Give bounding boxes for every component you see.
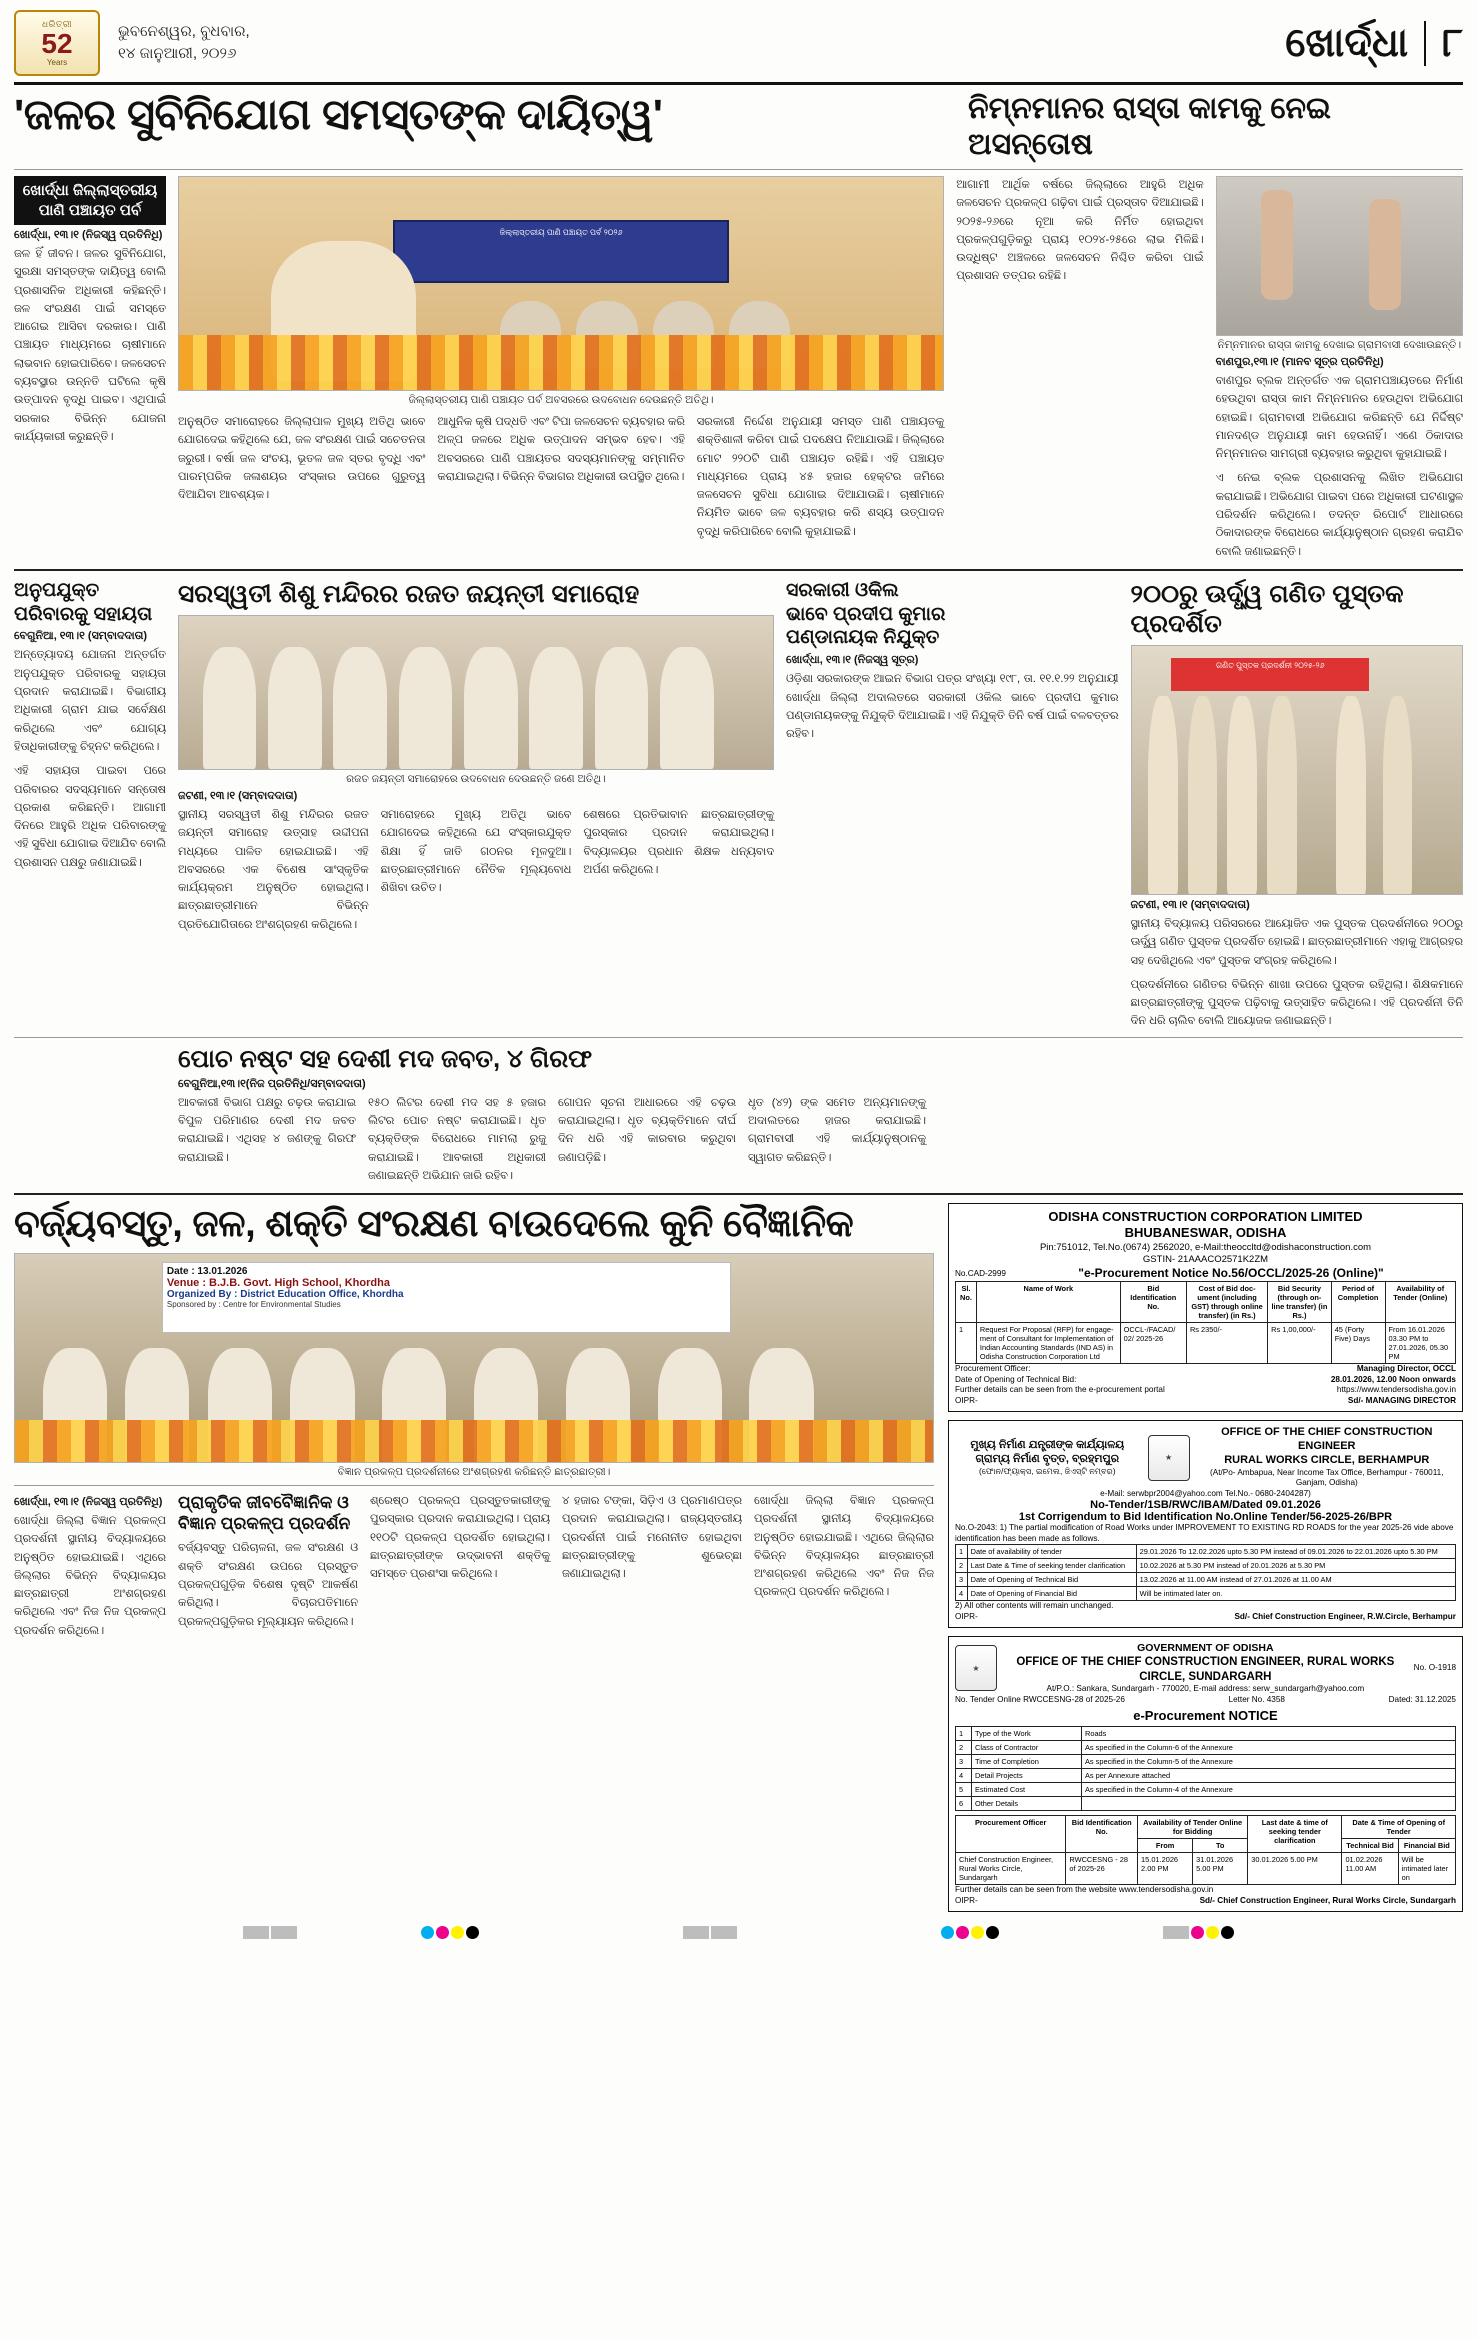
rural-r3-c1: Date of Opening of Financial Bid (967, 1587, 1136, 1601)
sund-l2-c1: Time of Completion (972, 1755, 1082, 1769)
registration-dot-cyan (421, 1926, 434, 1939)
table-row (956, 1741, 1456, 1755)
saraswati-headline: ସରସ୍ୱତୀ ଶିଶୁ ମନ୍ଦିରର ରଜତ ଜୟନ୍ତୀ ସମାରୋହ (178, 579, 640, 608)
lawyer-headline-2: ଭାବେ ପ୍ରଦୀପ କୁମାର (786, 603, 946, 625)
seminar-col-1 (14, 1492, 166, 1640)
gray-bar (1163, 1926, 1189, 1939)
sund-l1-c0: 2 (956, 1741, 972, 1755)
rural-r1-c1: Last Date & Time of seeking tender clarification (967, 1559, 1136, 1573)
gray-bar (271, 1926, 297, 1939)
bottom-section (14, 1203, 1463, 1920)
sund-schedule-table (955, 1815, 1456, 1885)
books-photo (1131, 645, 1464, 895)
rural-r1-c0: 2 (956, 1559, 968, 1573)
family-aid-body-2: ଏହି ସହାୟତା ପାଇବା ପରେ ପରିବାରର ସଦସ୍ୟମାନେ ସନ୍ତୋଷ ପ୍ରକାଶ କରିଛନ୍ତି। ଆଗାମୀ ଦିନରେ ଆହୁରି ଅଧିକ ପରିବାରଙ୍କୁ ଏହି ସୁବିଧା ଯୋଗାଇ ଦିଆଯିବ ବୋଲି ପ୍ରଶାସନ ପକ୍ଷରୁ ଜଣାଯାଇଛି। (14, 765, 166, 869)
edition-name: ଖୋର୍ଦ୍ଧା (1285, 20, 1409, 65)
lawyer-appointment-article (786, 579, 1119, 1031)
sund-l0-c1: Type of the Work (972, 1727, 1082, 1741)
registration-dot-cyan (941, 1926, 954, 1939)
occ-td-5: 45 (Forty Five) Days (1331, 1323, 1385, 1364)
liquor-body-4: ଧୃତ (୪୨) ଙ୍କ ସମେତ ଅନ୍ୟମାନଙ୍କୁ ଅଦାଲତରେ ହାଜର କରାଯାଇଛି। ଗ୍ରାମବାସୀ ଏହି କାର୍ଯ୍ୟାନୁଷ୍ଠାନକୁ ସ୍ୱାଗତ କରିଛନ୍ତି। (748, 1096, 926, 1164)
table-row (956, 1783, 1456, 1797)
sund-govt: GOVERNMENT OF ODISHA (1137, 1642, 1274, 1655)
occ-th-4: Bid Security (through on-line transfer) (in Rs.) (1268, 1282, 1332, 1323)
page-number: ୮ (1424, 21, 1463, 66)
ad-rural-works-berhampur (948, 1420, 1463, 1628)
rural-r1-c2: 10.02.2026 at 5.30 PM instead of 20.01.2026 at 5.30 PM (1136, 1559, 1455, 1573)
sund-row-1: RWCCESNG - 28 of 2025-26 (1066, 1853, 1138, 1885)
masthead-date-line: ୧୪ ଜାନୁଆରୀ, ୨୦୨୬ (118, 45, 237, 62)
family-aid-dateline: ବେଗୁନିଆ, ୧୩।୧ (ସମ୍ବାଦଦାତା) (14, 630, 148, 643)
sund-l0-c2: Roads (1082, 1727, 1456, 1741)
advertisement-column (948, 1203, 1463, 1920)
family-aid-body-1: ଅନ୍ତ୍ୟୋଦୟ ଯୋଜନା ଅନ୍ତର୍ଗତ ଅନୁପଯୁକ୍ତ ପରିବାରକୁ ସହାୟତା ପ୍ରଦାନ କରାଯାଇଛି। ବିଭାଗୀୟ ଅଧିକାରୀ ଗ୍ରାମ ଯାଇ ସର୍ବେକ୍ଷଣ କରିଥିଲେ ଏବଂ ଯୋଗ୍ୟ ହିତାଧିକାରୀଙ୍କୁ ଚିହ୍ନଟ କରିଥିଲେ। (14, 649, 166, 753)
seminar-body-5: ଖୋର୍ଦ୍ଧା ଜିଲ୍ଲା ବିଜ୍ଞାନ ପ୍ରକଳ୍ପ ପ୍ରଦର୍ଶନୀ ସ୍ଥାନୀୟ ବିଦ୍ୟାଳୟରେ ଅନୁଷ୍ଠିତ ହୋଇଯାଇଛି। ଏଥିରେ ଜିଲ୍ଲାର ବିଭିନ୍ନ ବିଦ୍ୟାଳୟର ଛାତ୍ରଛାତ୍ରୀ ଅଂଶଗ୍ରହଣ କରିଥିଲେ ଏବଂ ନିଜ ନିଜ ପ୍ରକଳ୍ପ ପ୍ରଦର୍ଶନ କରିଥିଲେ। (754, 1494, 934, 1599)
books-exhibition-article (1131, 579, 1464, 1031)
ad-odisha-construction (948, 1203, 1463, 1412)
liquor-dateline: ବେଗୁନିଆ,୧୩।୧(ନିଜ ପ୍ରତିନିଧି/ସମ୍ବାଦଦାତା) (178, 1077, 366, 1090)
table-row (956, 1769, 1456, 1783)
road-body-col2: ଏ ନେଇ ବ୍ଲକ ପ୍ରଶାସନକୁ ଲିଖିତ ଅଭିଯୋଗ କରାଯାଇଛି। ଅଭିଯୋଗ ପାଇବା ପରେ ଅଧିକାରୀ ଘଟଣାସ୍ଥଳ ପରିଦର୍ଶନ କରିଥିଲେ। ତଦନ୍ତ ରିପୋର୍ଟ ଆଧାରରେ ଠିକାଦାରଙ୍କ ବିରୋଧରେ କାର୍ଯ୍ୟାନୁଷ୍ଠାନ ଗ୍ରହଣ କରାଯିବ ବୋଲି ଜଣାଇଛନ୍ତି। (1215, 472, 1463, 558)
sund-tender-line: No. Tender Online RWCCESNG-28 of 2025-26 (955, 1694, 1125, 1704)
liquor-body-3: ଗୋପନ ସୂଚନା ଆଧାରରେ ଏହି ଚଢ଼ଉ କରାଯାଇଥିଲା। ଧୃତ ବ୍ୟକ୍ତିମାନେ ଦୀର୍ଘ ଦିନ ଧରି ଏହି କାରବାର କରୁଥିବା ଜଣାପଡ଼ିଛି। (558, 1096, 736, 1164)
masthead-place (118, 21, 250, 66)
sund-sub-1: To (1193, 1839, 1248, 1853)
lead-photo (178, 176, 944, 391)
lead-box-head (14, 176, 166, 225)
registration-dot-yellow (971, 1926, 984, 1939)
print-registration-marks (14, 1920, 1463, 1949)
table-row (956, 1797, 1456, 1811)
saraswati-dateline: ଜଟଣୀ, ୧୩।୧ (ସମ୍ବାଦଦାତା) (178, 789, 298, 802)
sund-signature: Sd/- Chief Construction Engineer, Rural Works Circle, Sundargarh (1199, 1895, 1456, 1905)
rural-no-tender: No-Tender/1SB/RWC/IBAM/Dated 09.01.2026 (1090, 1499, 1321, 1512)
lead-photo-caption: ଜିଲ୍ଲାସ୍ତରୀୟ ପାଣି ପଞ୍ଚାୟତ ପର୍ବ ଅବସରରେ ଉଦବୋଧନ ଦେଉଛନ୍ତି ଅତିଥି। (408, 394, 714, 406)
occ-officer-label: Procurement Officer: (955, 1364, 1031, 1374)
sund-th-3: Last date & time of seeking tender clarification (1248, 1816, 1342, 1853)
sund-row-0: Chief Construction Engineer, Rural Works Circle, Sundargarh (956, 1853, 1066, 1885)
road-photo-caption: ନିମ୍ନମାନର ରାସ୍ତା କାମକୁ ଦେଖାଇ ଗ୍ରାମବାସୀ ଦେଖାଉଛନ୍ତି। (1217, 339, 1462, 351)
occ-td-1: Request For Proposal (RFP) for engage-ment of Consultant for Implementation of Indian Accounting Standards (IND AS) in Odisha Construction Corporation Ltd (976, 1323, 1120, 1364)
occ-th-3: Cost of Bid doc-ument (including GST) through online transfer) (in Rs.) (1186, 1282, 1267, 1323)
logo-anniversary-number: 52 (41, 28, 73, 59)
publication-logo (14, 10, 100, 76)
seminar-col-2 (178, 1492, 358, 1640)
rural-r2-c0: 3 (956, 1573, 968, 1587)
occ-cad-number: No.CAD-2999 (955, 1268, 1006, 1278)
sund-l2-c2: As specified in the Column-5 of the Annexure (1082, 1755, 1456, 1769)
rural-or-line2: ଗ୍ରାମ୍ୟ ନିର୍ମାଣ ବୃତ୍ତ, ବ୍ରହ୍ମପୁର (975, 1453, 1120, 1466)
occ-oipr: OIPR- (955, 1395, 978, 1405)
road-photo (1216, 176, 1463, 336)
sund-row-2: 15.01.2026 2.00 PM (1138, 1853, 1193, 1885)
liquor-body-1: ଆବକାରୀ ବିଭାଗ ପକ୍ଷରୁ ଚଢ଼ଉ କରାଯାଇ ବିପୁଳ ପରିମାଣର ଦେଶୀ ମଦ ଜବତ କରାଯାଇଛି। ଏଥିସହ ୪ ଜଣଙ୍କୁ ଗିରଫ କରାଯାଇଛି। (178, 1096, 356, 1164)
sund-sub-2: Technical Bid (1342, 1839, 1398, 1853)
occ-th-6: Availability of Tender (Online) (1385, 1282, 1455, 1323)
lead-photo-banner-text: ଜିଲ୍ଲାସ୍ତରୀୟ ପାଣି ପଞ୍ଚାୟତ ପର୍ବ ୨୦୨୬ (393, 220, 729, 284)
lead-dateline: ଖୋର୍ଦ୍ଧା, ୧୩।୧ (ନିଜସ୍ୱ ପ୍ରତିନିଧି) (14, 229, 163, 241)
table-row (956, 1573, 1456, 1587)
sund-l5-c2 (1082, 1797, 1456, 1811)
liquor-right-spacer (938, 1044, 1463, 1185)
table-row (956, 1853, 1456, 1885)
ad-rural-works-sundargarh (948, 1636, 1463, 1912)
lead-box-head-line2: ପାଣି ପଞ୍ଚାୟତ ପର୍ବ (38, 201, 142, 219)
sund-row-6: Will be intimated later on (1398, 1853, 1455, 1885)
rural-email: e-Mail: serwbpr2004@yahoo.com Tel.No.- 0680-2404287) (1100, 1488, 1311, 1498)
lead-sidebar-column (14, 176, 166, 561)
saraswati-body-3: ଶେଷରେ ପ୍ରତିଭାବାନ ଛାତ୍ରଛାତ୍ରୀଙ୍କୁ ପୁରସ୍କାର ପ୍ରଦାନ କରାଯାଇଥିଲା। ବିଦ୍ୟାଳୟର ପ୍ରଧାନ ଶିକ୍ଷକ ଧନ୍ୟବାଦ ଅର୍ପଣ କରିଥିଲେ। (583, 808, 774, 876)
liquor-body-2: ୧୫୦ ଲିଟର ଦେଶୀ ମଦ ସହ ୫ ହଜାର ଲିଟର ପୋଚ ନଷ୍ଟ କରାଯାଇଛି। ଧୃତ ବ୍ୟକ୍ତିଙ୍କ ବିରୋଧରେ ମାମଲା ରୁଜୁ କରାଯାଇଛି। ଆବକାରୀ ଅଧିକାରୀ ଜଣାଇଛନ୍ତି ଅଭିଯାନ ଜାରି ରହିବ। (368, 1096, 546, 1182)
rural-signature: Sd/- Chief Construction Engineer, R.W.Circle, Berhampur (1234, 1611, 1456, 1621)
sund-no-right: No. O-1918 (1413, 1663, 1456, 1673)
lawyer-dateline: ଖୋର୍ଦ୍ଧା, ୧୩।୧ (ନିଜସ୍ୱ ସୂତ୍ର) (786, 654, 919, 667)
rural-r0-c1: Date of availability of tender (967, 1545, 1136, 1559)
seminar-banner-sponsor: Sponsored by : Centre for Environmental Studies (166, 1300, 341, 1310)
masthead-place-line1: ଭୁବନେଶ୍ୱର, ବୁଧବାର, (118, 22, 250, 40)
sund-l3-c0: 4 (956, 1769, 972, 1783)
registration-dot-yellow (451, 1926, 464, 1939)
sund-date: Dated: 31.12.2025 (1388, 1694, 1456, 1704)
road-body-col1: ବାଣପୁର ବ୍ଲକ ଅନ୍ତର୍ଗତ ଏକ ଗ୍ରାମପଞ୍ଚାୟତରେ ନିର୍ମାଣ ହେଉଥିବା ରାସ୍ତା କାମ ନିମ୍ନମାନର ହେଉଥିବା ଅଭିଯୋଗ ହୋଇଛି। ଗ୍ରାମବାସୀ ଅଭିଯୋଗ କରିଛନ୍ତି ଯେ ନିର୍ଦ୍ଦିଷ୍ଟ ମାନଦଣ୍ଡ ଅନୁଯାୟୀ କାମ ହେଉନାହିଁ। ଏଣେ ଠିକାଦାର ନିମ୍ନମାନର ସାମଗ୍ରୀ ବ୍ୟବହାର କରୁଥିବା କୁହାଯାଇଛି। (1215, 375, 1463, 461)
books-body-2: ପ୍ରଦର୍ଶନୀରେ ଗଣିତର ବିଭିନ୍ନ ଶାଖା ଉପରେ ପୁସ୍ତକ ରହିଥିଲା। ଶିକ୍ଷକମାନେ ଛାତ୍ରଛାତ୍ରୀଙ୍କୁ ପୁସ୍ତକ ପଢ଼ିବାକୁ ଉତ୍ସାହିତ କରିଥିଲେ। ଏହି ପ୍ରଦର୍ଶନୀ ତିନି ଦିନ ଧରି ଚାଲିବ ବୋଲି ଆୟୋଜକ ଜଣାଇଛନ୍ତି। (1130, 978, 1463, 1028)
seminar-sub-headline: ପ୍ରାକୃତିକ ଜୀବବୈଜ୍ଞାନିକ ଓ ବିଜ୍ଞାନ ପ୍ରକଳ୍ପ ପ୍ରଦର୍ଶନ (178, 1492, 351, 1534)
rural-contact-or: (ଫୋନ/ଫ୍ୟାକ୍ସ, ଇମେଲ, ଜିଏସ୍‌ଟି ନମ୍ବର) (978, 1466, 1116, 1476)
lead-body-col4: ସରକାରୀ ନିର୍ଦ୍ଦେଶ ଅନୁଯାୟୀ ସମସ୍ତ ପାଣି ପଞ୍ଚାୟତକୁ ଶକ୍ତିଶାଳୀ କରିବା ପାଇଁ ପଦକ୍ଷେପ ନିଆଯାଉଛି। ଜିଲ୍ଲାରେ ମୋଟ ୨୨୦ଟି ପାଣି ପଞ୍ଚାୟତ ରହିଛି। ଏହି ପଞ୍ଚାୟତ ମାଧ୍ୟମରେ ପ୍ରାୟ ୪୫ ହଜାର ହେକ୍ଟର ଜମିରେ ଜଳସେଚନ ସୁବିଧା ଯୋଗାଇ ଦିଆଯାଉଛି। ଚାଷୀମାନେ ନିୟମିତ ଭାବେ ଜଳ ବ୍ୟବହାର କରି ଶସ୍ୟ ଉତ୍ପାଦନ ବୃଦ୍ଧି କରିପାରିବେ ବୋଲି କୁହାଯାଇଛି। (696, 416, 945, 538)
occ-title-2: BHUBANESWAR, ODISHA (1124, 1225, 1287, 1241)
sund-sub-0: From (1138, 1839, 1193, 1853)
seminar-banner-organizer: Organized By : District Education Office, Khordha (166, 1289, 404, 1301)
occ-notice-title: "e-Procurement Notice No.56/OCCL/2025-26 (Online)" (1078, 1266, 1384, 1281)
rural-note: No.O-2043: 1) The partial modification of Road Works under IMPROVEMENT TO EXISTING RD ROADS for the year 2025-26 vide above identification has been made as follows. (955, 1523, 1454, 1543)
sund-l5-c1: Other Details (972, 1797, 1082, 1811)
occ-th-1: Name of Work (976, 1282, 1120, 1323)
sund-details-table (955, 1726, 1456, 1811)
lawyer-headline-3: ପଣ୍ଡାନାୟକ ନିଯୁକ୍ତ (786, 627, 940, 649)
occ-signature: Sd/- MANAGING DIRECTOR (1347, 1395, 1456, 1405)
registration-dot-black (466, 1926, 479, 1939)
lead-photo-block (178, 176, 944, 561)
sund-l2-c0: 3 (956, 1755, 972, 1769)
registration-dot-magenta (956, 1926, 969, 1939)
sund-l4-c2: As specified in the Column-4 of the Annexure (1082, 1783, 1456, 1797)
rural-oipr: OIPR- (955, 1611, 978, 1621)
occ-td-0: 1 (956, 1323, 977, 1364)
occ-td-3: Rs 2350/- (1186, 1323, 1267, 1364)
lead-headline: 'ଜଳର ସୁବିନିଯୋଗ ସମସ୍ତଙ୍କ ଦାୟିତ୍ୱ' (14, 91, 663, 139)
seminar-headline: ବର୍ଜ୍ୟବସ୍ତୁ, ଜଳ, ଶକ୍ତି ସଂରକ୍ଷଣ ବାଉଦେଲେ କୁନି ବୈଜ୍ଞାନିକ (14, 1203, 854, 1246)
lead-body-col5: ଆଗାମୀ ଆର୍ଥିକ ବର୍ଷରେ ଜିଲ୍ଲାରେ ଆହୁରି ଅଧିକ ଜଳସେଚନ ପ୍ରକଳ୍ପ ଗଢ଼ିବା ପାଇଁ ପ୍ରସ୍ତାବ ଦିଆଯାଇଛି। ୨୦୨୫-୨୬ରେ ନୂଆ କରି ନିର୍ମିତ ହୋଇଥିବା ପ୍ରକଳ୍ପଗୁଡ଼ିକରୁ ପ୍ରାୟ ୧୦୨୪-୨୫ରେ ଲାଭ ମିଳିଛି। ଉଦ୍ଧିଷ୍ଟ ଅଞ୍ଚଳରେ ଜଳସେଚନ ନିଶ୍ଚିତ କରିବା ପାଇଁ ପ୍ରଶାସନ ତତ୍ପର ରହିଛି। (956, 179, 1204, 283)
registration-dot-black (986, 1926, 999, 1939)
masthead (14, 10, 1463, 85)
road-dateline: ବାଣପୁର,୧୩।୧ (ମାନବ ସୂତ୍ର ପ୍ରତିନିଧି) (1215, 356, 1384, 368)
seminar-body-1: ଖୋର୍ଦ୍ଧା ଜିଲ୍ଲା ବିଜ୍ଞାନ ପ୍ରକଳ୍ପ ପ୍ରଦର୍ଶନୀ ସ୍ଥାନୀୟ ବିଦ୍ୟାଳୟରେ ଅନୁଷ୍ଠିତ ହୋଇଯାଇଛି। ଏଥିରେ ଜିଲ୍ଲାର ବିଭିନ୍ନ ବିଦ୍ୟାଳୟର ଛାତ୍ରଛାତ୍ରୀ ଅଂଶଗ୍ରହଣ କରିଥିଲେ ଏବଂ ନିଜ ନିଜ ପ୍ରକଳ୍ପ ପ୍ରଦର୍ଶନ କରିଥିଲେ। (14, 1514, 166, 1637)
sund-l1-c1: Class of Contractor (972, 1741, 1082, 1755)
occ-opening-value: 28.01.2026, 12.00 Noon onwards (1330, 1374, 1456, 1384)
rural-en-line2: RURAL WORKS CIRCLE, BERHAMPUR (1224, 1453, 1430, 1466)
sund-l4-c1: Estimated Cost (972, 1783, 1082, 1797)
top-section (14, 176, 1463, 561)
sund-office-1: OFFICE OF THE CHIEF CONSTRUCTION ENGINEER, RURAL WORKS CIRCLE, SUNDARGARH (1016, 1656, 1395, 1683)
sund-l3-c2: As per Annexure attached (1082, 1769, 1456, 1783)
lead-body-col1: ଜଳ ହିଁ ଜୀବନ। ଜଳର ସୁବିନିଯୋଗ, ସୁରକ୍ଷା ସମସ୍ତଙ୍କ ଦାୟିତ୍ୱ ବୋଲି ପ୍ରଶାସନିକ ଅଧିକାରୀ କହିଛନ୍ତି। ଜଳ ସଂରକ୍ଷଣ ପାଇଁ ସମସ୍ତେ ଆଗେଇ ଆସିବା ଦରକାର। ପାଣି ପଞ୍ଚାୟତ ମାଧ୍ୟମରେ ଚାଷୀମାନେ ଲାଭବାନ ହୋଇପାରିବେ। ଜଳସେଚନ ବ୍ୟବସ୍ଥାର ଉନ୍ନତି ଘଟିଲେ କୃଷି ଉତ୍ପାଦନ ବୃଦ୍ଧି ପାଇବ। ଏଥିପାଇଁ ସରକାର ବିଭିନ୍ନ ଯୋଜନା କାର୍ଯ୍ୟକାରୀ କରୁଛନ୍ତି। (14, 248, 166, 443)
seminar-dateline: ଖୋର୍ଦ୍ଧା, ୧୩।୧ (ନିଜସ୍ୱ ପ୍ରତିନିଧି) (14, 1495, 163, 1508)
government-emblem-icon: ★ (1148, 1435, 1190, 1481)
sund-row-4: 30.01.2026 5.00 PM (1248, 1853, 1342, 1885)
gray-bar (243, 1926, 269, 1939)
seminar-body-2: ବର୍ଜ୍ୟବସ୍ତୁ ପରିଚାଳନା, ଜଳ ସଂରକ୍ଷଣ ଓ ଶକ୍ତି ସଂରକ୍ଷଣ ଉପରେ ପ୍ରସ୍ତୁତ ପ୍ରକଳ୍ପଗୁଡ଼ିକ ବିଶେଷ ଦୃଷ୍ଟି ଆକର୍ଷଣ କରିଥିଲା। ବିଚାରପତିମାନେ ପ୍ରକଳ୍ପଗୁଡ଼ିକର ମୂଲ୍ୟାୟନ କରିଥିଲେ। (178, 1542, 358, 1628)
lead-box-head-line1: ଖୋର୍ଦ୍ଧା ଜିଲ୍ଲାସ୍ତରୀୟ (22, 182, 158, 199)
liquor-article (178, 1044, 926, 1185)
occ-th-2: Bid Identification No. (1120, 1282, 1186, 1323)
seminar-body-4: ୪ ହଜାର ଟଙ୍କା, ସିଡ଼ିଏ ଓ ପ୍ରମାଣପତ୍ର ପ୍ରଦାନ କରାଯାଇଥିଲା। ରାଜ୍ୟସ୍ତରୀୟ ପ୍ରଦର୍ଶନୀ ପାଇଁ ମନୋନୀତ ହୋଇଥିବା ଛାତ୍ରଛାତ୍ରୀଙ୍କୁ ଶୁଭେଚ୍ଛା ଜଣାଯାଇଥିଲା। (562, 1494, 742, 1581)
sund-letter-no: Letter No. 4358 (1228, 1694, 1285, 1704)
rural-r2-c2: 13.02.2026 at 11.00 AM instead of 27.01.2026 at 11.00 AM (1136, 1573, 1455, 1587)
occ-tender-table (955, 1281, 1456, 1364)
family-aid-article (14, 579, 166, 1031)
rural-r0-c0: 1 (956, 1545, 968, 1559)
lawyer-headline-1: ସରକାରୀ ଓକିଲ (786, 579, 899, 601)
gray-bar (683, 1926, 709, 1939)
rural-r3-c0: 4 (956, 1587, 968, 1601)
lead-body-col2: ଅନୁଷ୍ଠିତ ସମାରୋହରେ ଜିଲ୍ଲାପାଳ ମୁଖ୍ୟ ଅତିଥି ଭାବେ ଯୋଗଦେଇ କହିଥିଲେ ଯେ, ଜଳ ସଂରକ୍ଷଣ ପାଇଁ ସଚେତନତା ଜରୁରୀ। ବର୍ଷା ଜଳ ସଂଚୟ, ଭୂତଳ ଜଳ ସ୍ତର ବୃଦ୍ଧି ଏବଂ ପାରମ୍ପରିକ ଜଳାଶୟର ସଂସ୍କାର ଉପରେ ଗୁରୁତ୍ୱ ଦିଆଯିବା ଆବଶ୍ୟକ। (178, 416, 426, 502)
sund-th-2: Availability of Tender Online for Bidding (1138, 1816, 1248, 1839)
table-row (956, 1323, 1456, 1364)
occ-gstin: GSTIN- 21AAACO2571K2ZM (1142, 1254, 1269, 1266)
seminar-photo-caption: ବିଜ୍ଞାନ ପ୍ରକଳ୍ପ ପ୍ରଦର୍ଶନୀରେ ଅଂଶଗ୍ରହଣ କରିଛନ୍ତି ଛାତ୍ରଛାତ୍ରୀ। (337, 1465, 611, 1478)
gray-bar (711, 1926, 737, 1939)
liquor-spacer-column (14, 1044, 166, 1185)
seminar-banner-venue: Venue : B.J.B. Govt. High School, Khordha (166, 1277, 390, 1290)
rural-corrigendum: 1st Corrigendum to Bid Identification No.Online Tender/56-2025-26/BPR (1018, 1511, 1393, 1524)
garland-decoration (179, 335, 943, 390)
sund-l5-c0: 6 (956, 1797, 972, 1811)
sund-th-0: Procurement Officer (956, 1816, 1066, 1853)
seminar-body-3: ଶ୍ରେଷ୍ଠ ପ୍ରକଳ୍ପ ପ୍ରସ୍ତୁତକାରୀଙ୍କୁ ପୁରସ୍କାର ପ୍ରଦାନ କରାଯାଇଥିଲା। ପ୍ରାୟ ୧୧୦ଟି ପ୍ରକଳ୍ପ ପ୍ରଦର୍ଶିତ ହୋଇଥିଲା। ଛାତ୍ରଛାତ୍ରୀଙ୍କ ଉଦ୍ଭାବନୀ ଶକ୍ତିକୁ ସମସ୍ତେ ପ୍ରଶଂସା କରିଥିଲେ। (370, 1494, 550, 1581)
rural-r3-c2: Will be intimated later on. (1136, 1587, 1455, 1601)
sund-row-3: 31.01.2026 5.00 PM (1193, 1853, 1248, 1885)
books-photo-banner: ଗଣିତ ପୁସ୍ତକ ପ୍ରଦର୍ଶନୀ ୨୦୨୫-୨୬ (1171, 658, 1369, 690)
sund-l3-c1: Detail Projects (972, 1769, 1082, 1783)
sund-th-4: Date & Time of Opening of Tender (1342, 1816, 1456, 1839)
saraswati-body-2: ସମାରୋହରେ ମୁଖ୍ୟ ଅତିଥି ଭାବେ ଯୋଗଦେଇ କହିଥିଲେ ଯେ ସଂସ୍କାରଯୁକ୍ତ ଶିକ୍ଷା ହିଁ ଜାତି ଗଠନର ମୂଳଦୁଆ। ଛାତ୍ରଛାତ୍ରୀମାନେ ନୈତିକ ମୂଲ୍ୟବୋଧ ଶିଖିବା ଉଚିତ। (380, 808, 572, 895)
sund-oipr: OIPR- (955, 1895, 978, 1905)
rural-en-line3: (At/Po- Ambapua, Near Income Tax Office, Berhampur - 760011, Ganjam, Odisha) (1210, 1467, 1444, 1488)
family-aid-headline: ଅନୁପଯୁକ୍ତ ପରିବାରକୁ ସହାୟତା (14, 579, 153, 625)
logo-title: ଧରିତ୍ରୀ (41, 19, 73, 29)
liquor-headline: ପୋଚ ନଷ୍ଟ ସହ ଦେଶୀ ମଦ ଜବତ, ୪ ଗିରଫ (178, 1044, 593, 1073)
occ-details-label: Further details can be seen from the e-procurement portal (955, 1385, 1165, 1395)
rural-r0-c2: 29.01.2026 To 12.02.2026 upto 5.30 PM instead of 09.01.2026 to 22.01.2026 upto 5.30 PM (1136, 1545, 1455, 1559)
road-headline: ନିମ୍ନମାନର ରାସ୍ତା କାମକୁ ନେଇ ଅସନ୍ତୋଷ (968, 92, 1332, 161)
table-row (956, 1587, 1456, 1601)
masthead-right (1285, 21, 1463, 66)
books-dateline: ଜଟଣୀ, ୧୩।୧ (ସମ୍ବାଦଦାତା) (1130, 898, 1250, 911)
table-row (956, 1545, 1456, 1559)
registration-dot-yellow (1206, 1926, 1219, 1939)
saraswati-article (178, 579, 774, 1031)
table-row (956, 1727, 1456, 1741)
sund-footer-note: Further details can be seen from the website www.tendersodisha.gov.in (955, 1885, 1214, 1895)
occ-contact: Pin:751012, Tel.No.(0674) 2562020, e-Mail:theoccltd@odishaconstruction.com (1039, 1241, 1372, 1253)
lead-continuation-column (956, 176, 1203, 561)
occ-details-url: https://www.tendersodisha.gov.in (1336, 1385, 1456, 1395)
sund-l0-c0: 1 (956, 1727, 972, 1741)
registration-dot-black (1221, 1926, 1234, 1939)
books-headline: ୨୦୦ରୁ ଊର୍ଦ୍ଧ୍ୱ ଗଣିତ ପୁସ୍ତକ ପ୍ରଦର୍ଶିତ (1130, 579, 1404, 638)
lawyer-body: ଓଡ଼ିଶା ସରକାରଙ୍କ ଆଇନ ବିଭାଗ ପତ୍ର ସଂଖ୍ୟା ୧୯୮, ତା. ୧୧.୧.୨୨ ଅନୁଯାୟୀ ଖୋର୍ଦ୍ଧା ଜିଲ୍ଲା ଅଦାଲତରେ ସରକାରୀ ଓକିଲ ଭାବେ ପ୍ରଦୀପ କୁମାର ପଣ୍ଡାନାୟକଙ୍କୁ ନିଯୁକ୍ତି ଦିଆଯାଇଛି। ଏହି ନିଯୁକ୍ତି ତିନି ବର୍ଷ ପାଇଁ ବଳବତ୍ତର ରହିବ। (786, 673, 1119, 741)
seminar-photo (14, 1253, 934, 1463)
occ-td-2: OCCL-/FACAD/ 02/ 2025-26 (1120, 1323, 1186, 1364)
occ-title-1: ODISHA CONSTRUCTION CORPORATION LIMITED (1048, 1209, 1363, 1225)
rural-corrigendum-table (955, 1544, 1456, 1601)
saraswati-photo-caption: ରଜତ ଜୟନ୍ତୀ ସମାରୋହରେ ଉଦବୋଧନ ଦେଉଛନ୍ତି ଜଣେ ଅତିଥି। (346, 772, 606, 785)
occ-th-0: Sl. No. (956, 1282, 977, 1323)
occ-td-4: Rs 1,00,000/- (1268, 1323, 1332, 1364)
registration-dot-magenta (1191, 1926, 1204, 1939)
occ-th-5: Period of Completion (1331, 1282, 1385, 1323)
sund-epn-title: e-Procurement NOTICE (1133, 1708, 1278, 1724)
sund-l1-c2: As specified in the Column-6 of the Annexure (1082, 1741, 1456, 1755)
rural-en-line1: OFFICE OF THE CHIEF CONSTRUCTION ENGINEER (1221, 1426, 1433, 1453)
seminar-article (14, 1203, 934, 1920)
liquor-band (14, 1044, 1463, 1185)
saraswati-body-1: ସ୍ଥାନୀୟ ସରସ୍ୱତୀ ଶିଶୁ ମନ୍ଦିରର ରଜତ ଜୟନ୍ତୀ ସମାରୋହ ଉତ୍ସାହ ଉଦ୍ଦୀପନା ମଧ୍ୟରେ ପାଳିତ ହୋଇଯାଇଛି। ଏହି ଅବସରରେ ଏକ ବିଶେଷ ସାଂସ୍କୃତିକ କାର୍ଯ୍ୟକ୍ରମ ଅନୁଷ୍ଠିତ ହୋଇଥିଲା। ଛାତ୍ରଛାତ୍ରୀମାନେ ବିଭିନ୍ନ ପ୍ରତିଯୋଗିତାରେ ଅଂଶଗ୍ରହଣ କରିଥିଲେ। (178, 808, 369, 931)
occ-opening-label: Date of Opening of Technical Bid: (955, 1374, 1077, 1384)
occ-officer-name: Managing Director, OCCL (1356, 1364, 1456, 1374)
logo-years-label: Years (46, 58, 68, 67)
seminar-banner-date: Date : 13.01.2026 (166, 1266, 248, 1278)
lead-body-col3: ଆଧୁନିକ କୃଷି ପଦ୍ଧତି ଏବଂ ଟିପା ଜଳସେଚନ ବ୍ୟବହାର କରି ଅଳ୍ପ ଜଳରେ ଅଧିକ ଉତ୍ପାଦନ ସମ୍ଭବ ହେବ। ଏହି ଅବସରରେ ପାଣି ପଞ୍ଚାୟତର ସଦସ୍ୟମାନଙ୍କୁ ସମ୍ମାନିତ କରାଯାଇଥିଲା। ବିଭିନ୍ନ ବିଭାଗର ଅଧିକାରୀ ଉପସ୍ଥିତ ଥିଲେ। (437, 416, 685, 483)
sund-th-1: Bid Identification No. (1066, 1816, 1138, 1853)
table-row (956, 1559, 1456, 1573)
rural-r2-c1: Date of Opening of Technical Bid (967, 1573, 1136, 1587)
sund-l4-c0: 5 (956, 1783, 972, 1797)
registration-dot-magenta (436, 1926, 449, 1939)
books-body-1: ସ୍ଥାନୀୟ ବିଦ୍ୟାଳୟ ପରିସରରେ ଆୟୋଜିତ ଏକ ପୁସ୍ତକ ପ୍ରଦର୍ଶନୀରେ ୨୦୦ରୁ ଊର୍ଦ୍ଧ୍ୱ ଗଣିତ ପୁସ୍ତକ ପ୍ରଦର୍ଶିତ ହୋଇଛି। ଛାତ୍ରଛାତ୍ରୀମାନେ ଏହାକୁ ଆଗ୍ରହର ସହ ଦେଖିଥିଲେ ଏବଂ ପୁସ୍ତକ ସଂଗ୍ରହ କରିଥିଲେ। (1130, 917, 1463, 967)
rural-or-line1: ମୁଖ୍ୟ ନିର୍ମାଣ ଯନ୍ତ୍ରୀଙ୍କ କାର୍ଯ୍ୟାଳୟ (970, 1439, 1125, 1451)
table-row (956, 1755, 1456, 1769)
saraswati-photo (178, 615, 774, 770)
occ-td-6: From 16.01.2026 03.30 PM to 27.01.2026, 05.30 PM (1385, 1323, 1455, 1364)
rural-note2: 2) All other contents will remain unchanged. (955, 1601, 1114, 1611)
sund-row-5: 01.02.2026 11.00 AM (1342, 1853, 1398, 1885)
second-band (14, 579, 1463, 1031)
sund-office-2: At/P.O.: Sankara, Sundargarh - 770020, E-mail address: serw_sundargarh@yahoo.com (1046, 1684, 1365, 1694)
road-column (1216, 176, 1463, 561)
sund-sub-3: Financial Bid (1398, 1839, 1455, 1853)
government-emblem-icon: ★ (955, 1645, 997, 1691)
